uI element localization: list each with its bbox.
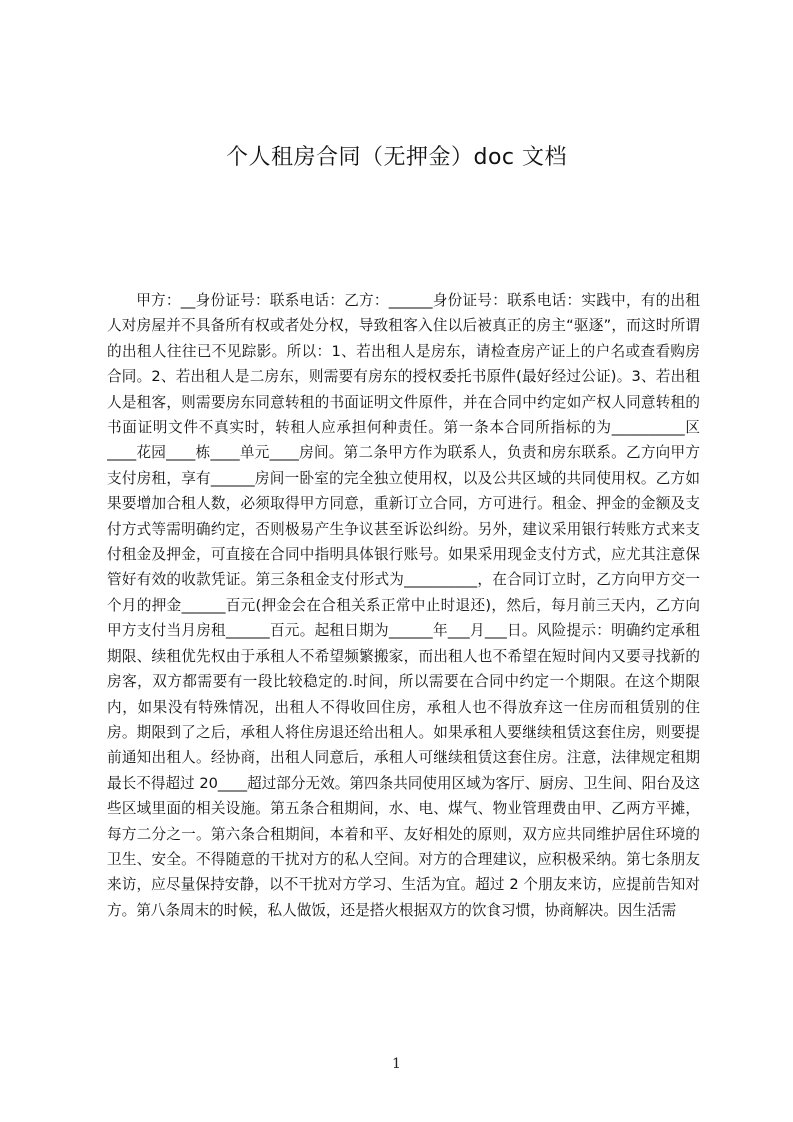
page-number: 1 <box>392 1056 401 1072</box>
contract-body-paragraph: 甲方：__身份证号：联系电话：乙方：______身份证号：联系电话：实践中，有的出租人对房屋并不具备所有权或者处分权，导致租客入住以后被真正的房主“驱逐”，而这时所谓的出租人往往已不见踪影。所以：1、若出租人是房东，请检查房产证上的户名或查看购房合同。2、若出租人是二房东，则需要有房东的授权委托书原件(最好经过公证)。3、若出租人是租客，则需要房东同意转租的书面证明文件原件，并在合同中约定如产权人同意转租的书面证明文件不真实时，转租人应承担何种责任。第一条本合同所指标的为__________区____花园____栋____单元____房间。第二条甲方作为联系人，负责和房东联系。乙方向甲方支付房租，享有______房间一卧室的完全独立使用权，以及公共区域的共同使用权。乙方如果要增加合租人数，必须取得甲方同意，重新订立合同，方可进行。租金、押金的金额及支付方式等需明确约定，否则极易产生争议甚至诉讼纠纷。另外，建议采用银行转账方式来支付租金及押金，可直接在合同中指明具体银行账号。如果采用现金支付方式，应尤其注意保管好有效的收款凭证。第三条租金支付形式为__________，在合同订立时，乙方向甲方交一个月的押金______百元(押金会在合租关系正常中止时退还)，然后，每月前三天内，乙方向甲方支付当月房租______百元。起租日期为______年___月___日。风险提示：明确约定承租期限、续租优先权由于承租人不希望频繁搬家，而出租人也不希望在短时间内又要寻找新的房客，双方都需要有一段比较稳定的.时间，所以需要在合同中约定一个期限。在这个期限内，如果没有特殊情况，出租人不得收回住房，承租人也不得放弃这一住房而租赁别的住房。期限到了之后，承租人将住房退还给出租人。如果承租人要继续租赁这套住房，则要提前通知出租人。经协商，出租人同意后，承租人可继续租赁这套住房。注意，法律规定租期最长不得超过 20____超过部分无效。第四条共同使用区域为客厅、厨房、卫生间、阳台及这些区域里面的相关设施。第五条合租期间，水、电、煤气、物业管理费由甲、乙两方平摊，每方二分之一。第六条合租期间，本着和平、友好相处的原则，双方应共同维护居住环境的卫生、安全。不得随意的干扰对方的私人空间。对方的合理建议，应积极采纳。第七条朋友来访，应尽量保持安静，以不干扰对方学习、生活为宜。超过 2 个朋友来访，应提前告知对方。第八条周末的时候，私人做饭，还是搭火根据双方的饮食习惯，协商解决。因生活需 <box>107 292 700 919</box>
document-title: 个人租房合同（无押金）doc 文档 <box>225 145 567 170</box>
